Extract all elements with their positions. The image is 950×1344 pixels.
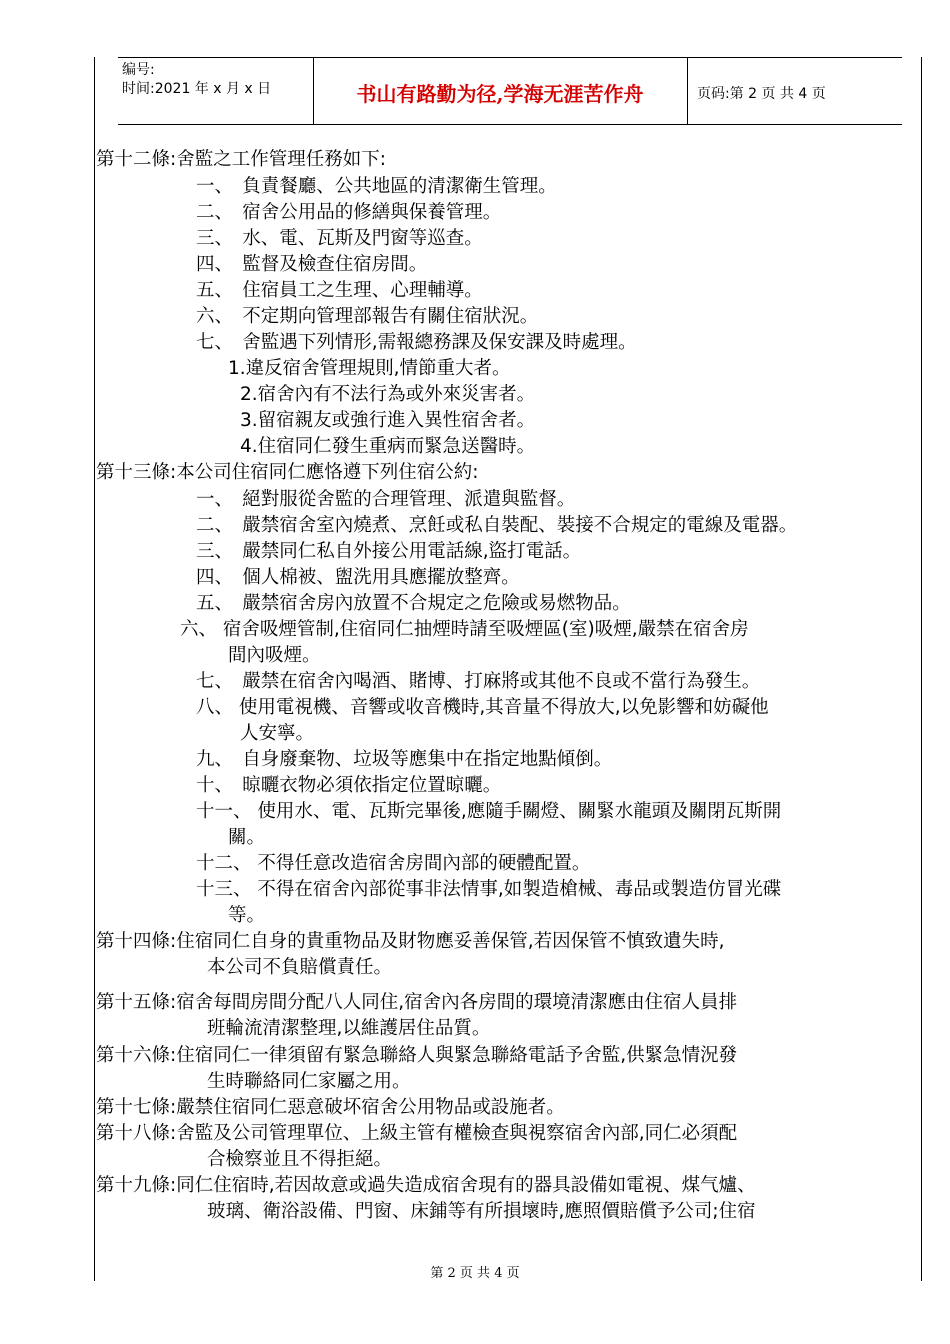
list-item: 四、 個人棉被、盥洗用具應擺放整齊。	[196, 567, 520, 588]
list-item: 一、 負責餐廳、公共地區的清潔衛生管理。	[196, 176, 557, 197]
list-item: 七、 嚴禁在宿舍內喝酒、賭博、打麻將或其他不良或不當行為發生。	[196, 671, 761, 692]
article-18-heading: 第十八條:舍監及公司管理單位、上級主管有權檢查與視察宿舍內部,同仁必須配	[96, 1123, 738, 1144]
article-continuation: 本公司不負賠償責任。	[207, 957, 393, 978]
list-item: 五、 住宿員工之生理、心理輔導。	[196, 280, 483, 301]
list-item: 七、 舍監遇下列情形,需報總務課及保安課及時處理。	[196, 332, 637, 353]
list-item: 十一、 使用水、電、瓦斯完畢後,應隨手關燈、關緊水龍頭及關閉瓦斯開	[196, 801, 782, 822]
list-item-continuation: 人安寧。	[240, 723, 315, 744]
article-14-heading: 第十四條:住宿同仁自身的貴重物品及財物應妥善保管,若因保管不慎致遺失時,	[96, 931, 725, 952]
list-item: 九、 自身廢棄物、垃圾等應集中在指定地點傾倒。	[196, 749, 613, 770]
list-item: 六、 不定期向管理部報告有關住宿狀況。	[196, 306, 539, 327]
list-item-continuation: 等。	[228, 905, 266, 926]
article-19-heading: 第十九條:同仁住宿時,若因故意或過失造成宿舍現有的器具設備如電視、煤气爐、	[96, 1175, 756, 1196]
article-16-heading: 第十六條:住宿同仁一律須留有緊急聯絡人與緊急聯絡電話予舍監,供緊急情況發	[96, 1045, 738, 1066]
page-frame-left	[94, 57, 95, 1281]
list-item: 十三、 不得在宿舍內部從事非法情事,如製造槍械、毒品或製造仿冒光碟	[196, 879, 782, 900]
sub-list-item: 3.留宿親友或強行進入異性宿舍者。	[240, 410, 536, 431]
header-top-rule	[118, 57, 902, 58]
list-item: 四、 監督及檢查住宿房間。	[196, 254, 428, 275]
list-item: 十二、 不得任意改造宿舍房間內部的硬體配置。	[196, 853, 591, 874]
article-continuation: 合檢察並且不得拒絕。	[207, 1149, 393, 1170]
header-number-label: 编号:	[122, 62, 155, 78]
list-item: 二、 嚴禁宿舍室內燒煮、烹飪或私自裝配、裝接不合規定的電線及電器。	[196, 515, 798, 536]
article-continuation: 班輪流清潔整理,以維護居住品質。	[207, 1018, 491, 1039]
article-continuation: 玻璃、衛浴設備、門窗、床鋪等有所損壞時,應照價賠償予公司;住宿	[207, 1201, 756, 1222]
article-12-heading: 第十二條:舍監之工作管理任務如下:	[96, 149, 386, 170]
list-item: 五、 嚴禁宿舍房內放置不合規定之危險或易燃物品。	[196, 593, 631, 614]
list-item: 二、 宿舍公用品的修繕與保養管理。	[196, 202, 502, 223]
list-item: 六、 宿舍吸煙管制,住宿同仁抽煙時請至吸煙區(室)吸煙,嚴禁在宿舍房	[180, 619, 749, 640]
header-time-label: 时间:2021 年 x 月 x 日	[122, 81, 272, 97]
header-divider	[687, 57, 688, 124]
header-page-label: 页码:第 2 页 共 4 页	[697, 86, 826, 102]
header-motto: 书山有路勤为径,学海无涯苦作舟	[356, 82, 644, 106]
sub-list-item: 2.宿舍內有不法行為或外來災害者。	[240, 384, 536, 405]
article-17-heading: 第十七條:嚴禁住宿同仁惡意破坏宿舍公用物品或設施者。	[96, 1097, 565, 1118]
list-item-continuation: 間內吸煙。	[228, 645, 321, 666]
list-item: 三、 水、電、瓦斯及門窗等巡查。	[196, 228, 483, 249]
sub-list-item: 4.住宿同仁發生重病而緊急送醫時。	[240, 436, 536, 457]
article-15-heading: 第十五條:宿舍每間房間分配八人同住,宿舍內各房間的環境清潔應由住宿人員排	[96, 992, 738, 1013]
page-footer: 第 2 页 共 4 页	[430, 1266, 520, 1281]
article-continuation: 生時聯絡同仁家屬之用。	[207, 1071, 411, 1092]
sub-list-item: 1.違反宿舍管理規則,情節重大者。	[228, 358, 511, 379]
list-item: 三、 嚴禁同仁私自外接公用電話線,盜打電話。	[196, 541, 582, 562]
list-item-continuation: 關。	[228, 827, 266, 848]
list-item: 十、 晾曬衣物必須依指定位置晾曬。	[196, 775, 502, 796]
header-bottom-rule	[118, 124, 902, 125]
list-item: 八、 使用電視機、音響或收音機時,其音量不得放大,以免影響和妨礙他	[196, 697, 769, 718]
article-13-heading: 第十三條:本公司住宿同仁應恪遵下列住宿公約:	[96, 462, 479, 483]
page-frame-right	[921, 57, 922, 1281]
list-item: 一、 絕對服從舍監的合理管理、派遣與監督。	[196, 489, 576, 510]
